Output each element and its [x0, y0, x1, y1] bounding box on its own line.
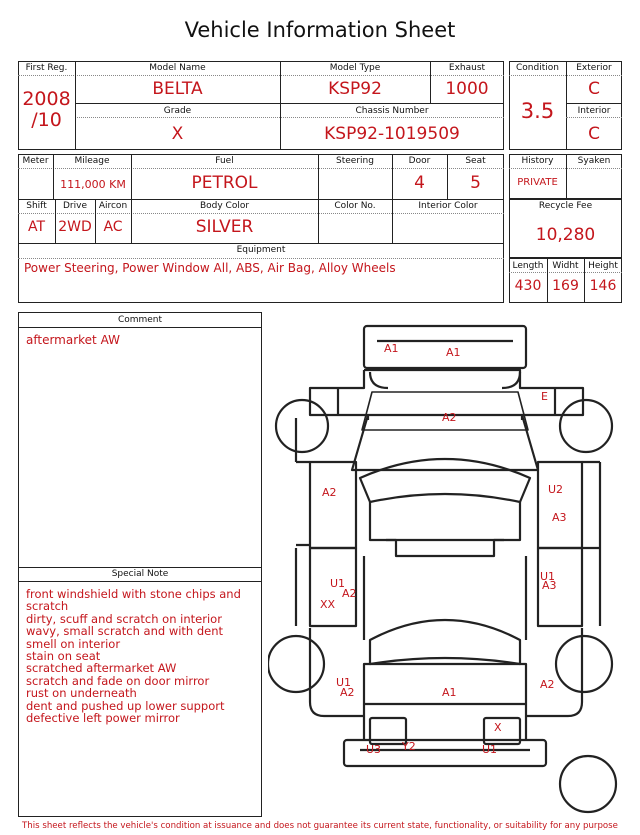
history-label: History [521, 156, 554, 166]
mileage-label: Mileage [74, 156, 110, 166]
chassis-number-value: KSP92-1019509 [324, 124, 460, 144]
car-damage-diagram [268, 318, 630, 824]
model-name-label: Model Name [149, 63, 206, 73]
shift-label: Shift [26, 201, 47, 211]
damage-mark: A2 [342, 587, 357, 600]
fuel-label: Fuel [215, 156, 234, 166]
interior-value: C [588, 124, 600, 144]
equipment-value: Power Steering, Power Window All, ABS, Air Bag, Alloy Wheels [24, 261, 396, 275]
special-note-item: wavy, small scratch and with dent [26, 624, 224, 639]
special-note-item: scratch [26, 599, 69, 614]
color-no-label: Color No. [334, 201, 376, 211]
special-note-item: dirty, scuff and scratch on interior [26, 611, 222, 626]
condition-label: Condition [516, 63, 559, 73]
first-reg-label: First Reg. [25, 63, 68, 73]
model-type-value: KSP92 [328, 79, 382, 99]
history-value: PRIVATE [517, 177, 558, 188]
damage-mark: U1 [540, 570, 556, 583]
damage-mark: XX [320, 598, 336, 611]
special-note-item: defective left power mirror [26, 711, 180, 726]
meter-label: Meter [22, 156, 49, 166]
recycle-fee-label: Recycle Fee [538, 201, 593, 211]
mileage-value: 111,000 KM [60, 178, 126, 191]
drive-label: Drive [63, 201, 87, 211]
special-note-item: dent and pushed up lower support [26, 698, 225, 713]
special-note-item: rust on underneath [26, 686, 137, 701]
damage-mark: A2 [340, 686, 355, 699]
first-reg-year: 2008 [22, 88, 71, 110]
door-value: 4 [414, 173, 425, 193]
damage-mark: A2 [540, 678, 555, 691]
exhaust-value: 1000 [445, 79, 489, 99]
equipment-label: Equipment [236, 245, 286, 255]
steering-label: Steering [336, 156, 374, 166]
special-note-label: Special Note [111, 569, 169, 579]
damage-mark: A3 [552, 511, 567, 524]
comment-box [18, 312, 262, 817]
drive-value: 2WD [58, 219, 92, 235]
special-note-item: front windshield with stone chips and [26, 587, 241, 601]
condition-value: 3.5 [520, 99, 555, 123]
door-label: Door [408, 156, 431, 166]
damage-mark: A3 [542, 579, 557, 592]
comment-label: Comment [117, 315, 163, 325]
height-value: 146 [589, 278, 617, 294]
damage-mark: A1 [446, 346, 461, 359]
exhaust-label: Exhaust [448, 63, 486, 73]
damage-mark: A2 [322, 486, 337, 499]
damage-mark: U1 [482, 743, 498, 756]
length-label: Length [512, 261, 544, 271]
special-note-item: stain on seat [26, 649, 101, 664]
model-name-value: BELTA [152, 79, 203, 99]
damage-mark: U1 [336, 676, 352, 689]
body-color-label: Body Color [199, 201, 250, 211]
damage-mark: U2 [548, 483, 564, 496]
height-label: Height [588, 261, 618, 271]
damage-mark: A1 [442, 686, 457, 699]
damage-mark: A1 [384, 342, 399, 355]
width-label: Widht [552, 261, 579, 271]
damage-mark: A2 [442, 411, 457, 424]
damage-mark: E [541, 390, 548, 403]
sheet-title: Vehicle Information Sheet [184, 18, 456, 42]
special-note-item: smell on interior [26, 636, 121, 651]
fuel-value: PETROL [191, 173, 258, 193]
recycle-fee-value: 10,280 [535, 225, 596, 245]
special-note-item: scratch and fade on door mirror [26, 673, 210, 688]
syaken-label: Syaken [577, 156, 611, 166]
damage-mark: X [494, 721, 502, 734]
comment-text: aftermarket AW [26, 333, 120, 347]
damage-mark: U1 [330, 577, 346, 590]
damage-mark: U3 [366, 743, 382, 756]
damage-mark: Y2 [402, 740, 416, 753]
chassis-number-label: Chassis Number [355, 106, 429, 116]
body-color-value: SILVER [195, 217, 254, 237]
width-value: 169 [552, 278, 579, 294]
seat-label: Seat [465, 156, 486, 166]
footer-disclaimer: This sheet reflects the vehicle's condition at issuance and does not guarantee its current state, functionality, or suitability for any purpose [22, 821, 618, 831]
special-note-list [26, 588, 241, 724]
grade-label: Grade [163, 106, 192, 116]
exterior-value: C [588, 79, 600, 99]
length-value: 430 [514, 278, 542, 294]
interior-label: Interior [577, 106, 611, 116]
shift-value: AT [27, 219, 46, 235]
aircon-label: Aircon [98, 201, 128, 211]
model-type-label: Model Type [329, 63, 381, 73]
special-note-item: scratched aftermarket AW [26, 661, 177, 676]
grade-value: X [171, 124, 184, 144]
aircon-value: AC [103, 219, 123, 235]
interior-color-label: Interior Color [418, 201, 478, 211]
exterior-label: Exterior [576, 63, 612, 73]
seat-value: 5 [470, 173, 481, 193]
first-reg-month: /10 [31, 109, 62, 131]
